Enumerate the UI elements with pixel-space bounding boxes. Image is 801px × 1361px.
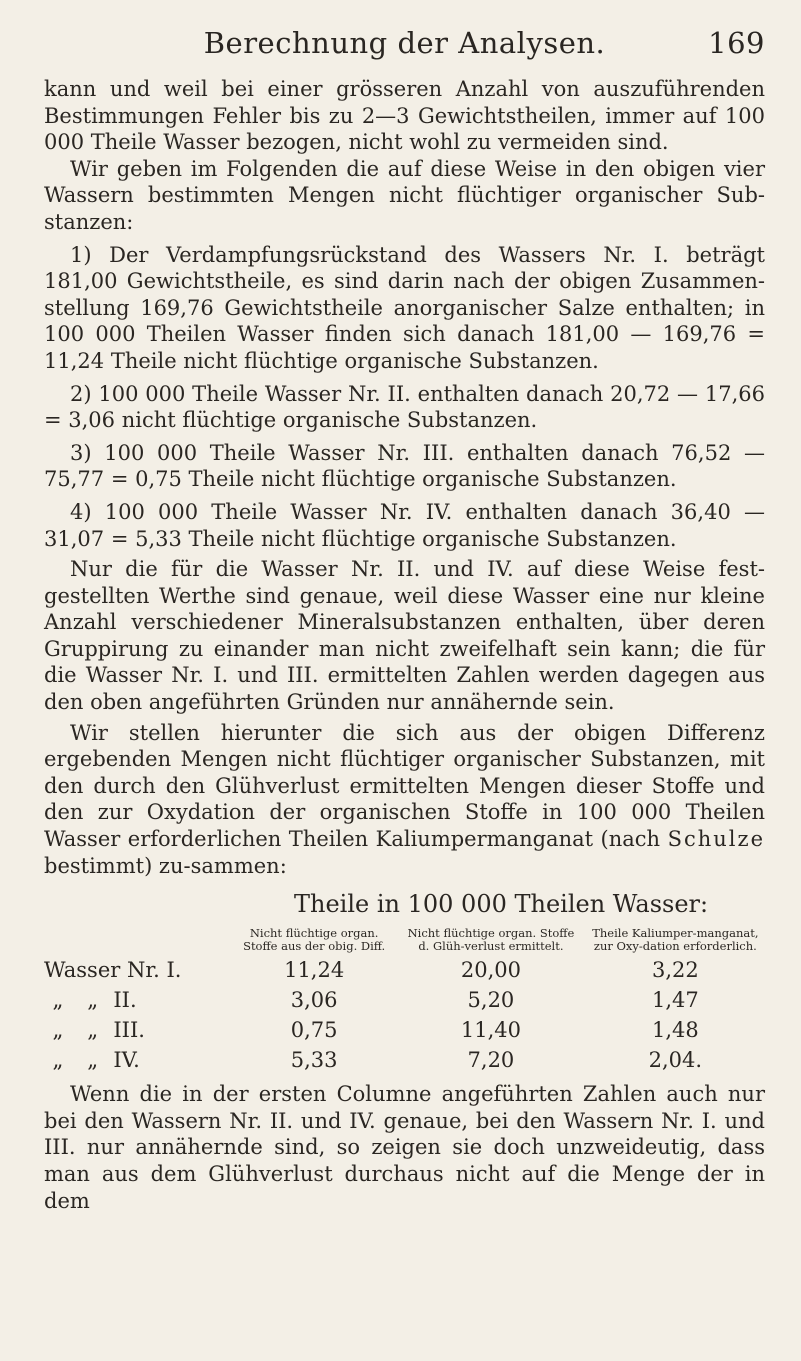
text-line: Wenn die in der ersten Columne angeführten Zahlen auch nur bbox=[70, 1082, 765, 1107]
label-roman: I. bbox=[166, 958, 182, 983]
cell-glowloss: 7,20 bbox=[467, 1048, 515, 1073]
text-line: 100 000 Theile Wasser bezogen, nicht wohl zu vermeiden sind. bbox=[44, 103, 765, 155]
cell-difference: 3,06 bbox=[290, 988, 338, 1013]
text-line: zu einander man nicht zweifelhaft sein kann; die für die Wasser Nr. I. bbox=[44, 636, 765, 688]
label-roman: II. bbox=[113, 988, 137, 1013]
text-line: 3) 100 000 Theile Wasser Nr. III. enthalten danach 76,52 — 75,77 bbox=[44, 440, 765, 492]
label-roman: IV. bbox=[113, 1048, 140, 1073]
paragraph-item-2 bbox=[44, 381, 765, 434]
text-line: 100 000 Theilen Wasser finden sich danach 181,00 — 169,76 = 11,24 bbox=[44, 322, 765, 373]
ditto-mark: „ bbox=[87, 988, 99, 1013]
text-line: = 0,75 Theile nicht flüchtige organische Substanzen. bbox=[110, 467, 677, 492]
results-table bbox=[44, 923, 769, 1075]
text-line: 4) 100 000 Theile Wasser Nr. IV. enthalten danach 36,40 — 31,07 bbox=[44, 499, 765, 551]
paragraph-table-intro bbox=[44, 720, 765, 880]
paragraph-continuation bbox=[44, 76, 765, 156]
cell-permanganate: 1,48 bbox=[651, 1018, 699, 1043]
label-nr: Nr. bbox=[127, 958, 160, 983]
text-line: Theile nicht flüchtige organische Substanzen. bbox=[110, 348, 599, 373]
text-line: und III. nur annähernde sind, so zeigen sie doch unzweideutig, dass bbox=[44, 1108, 765, 1160]
paragraph-item-1 bbox=[44, 242, 765, 375]
text-line: stellung 169,76 Gewichtstheile anorganischer Salze enthalten; in bbox=[44, 295, 765, 320]
body-text bbox=[44, 76, 765, 879]
text-line: gestellten Werthe sind genaue, weil diese Wasser eine nur kleine Anzahl bbox=[44, 583, 765, 635]
author-name: Schulze bbox=[667, 827, 765, 852]
paragraph-conclusion bbox=[44, 1081, 765, 1214]
cell-permanganate: 2,04. bbox=[648, 1048, 703, 1073]
text-line: verschiedener Mineralsubstanzen enthalten, über deren Gruppirung bbox=[44, 610, 765, 661]
table-row bbox=[44, 1045, 769, 1075]
text-line: = 3,06 nicht flüchtige organische Substanzen. bbox=[44, 408, 538, 433]
table-row bbox=[44, 1015, 769, 1045]
text-line: Wir geben im Folgenden die auf diese Weise in den obigen bbox=[70, 156, 716, 181]
text-line: und III. ermittelten Zahlen werden dagegen aus den oben angeführten bbox=[44, 663, 766, 715]
row-label bbox=[44, 1015, 228, 1045]
label-water: Wasser bbox=[44, 958, 121, 983]
row-label bbox=[44, 955, 228, 985]
cell-permanganate: 3,22 bbox=[651, 958, 699, 983]
text-run: Wir stellen hierunter die sich aus der obigen Differenz ergebenden Mengen nicht flüchtiger organischer Substanzen, mit den durch den Glühverlust ermittelten Mengen dieser Stoffe und den zur Oxydation der organischen Stoffe in 100 000 Theilen Wasser erforderlichen Theilen Kaliumpermanganat (nach bbox=[44, 720, 765, 852]
text-run: bestimmt) zu-sammen: bbox=[44, 853, 287, 878]
text-line: stanzen: bbox=[44, 209, 134, 234]
cell-difference: 11,24 bbox=[284, 958, 345, 983]
body-text-after-table bbox=[44, 1081, 765, 1214]
col-header-permanganate: Theile Kaliumper-manganat, zur Oxy-dation erforderlich. bbox=[592, 926, 759, 954]
text-line: 181,00 Gewichtstheile, es sind darin nach der obigen Zusammen- bbox=[44, 269, 765, 294]
text-line: man aus dem Glühverlust durchaus nicht auf die Menge der in dem bbox=[44, 1162, 765, 1213]
text-line: = 5,33 Theile nicht flüchtige organische Substanzen. bbox=[110, 526, 677, 551]
page-number: 169 bbox=[708, 26, 765, 60]
label-roman: III. bbox=[113, 1018, 145, 1043]
cell-glowloss: 20,00 bbox=[460, 958, 521, 983]
ditto-mark: „ bbox=[52, 988, 64, 1013]
col-header-glowloss: Nicht flüchtige organ. Stoffe d. Glüh-verlust ermittelt. bbox=[407, 926, 575, 954]
text-line: Nur die für die Wasser Nr. II. und IV. auf diese Weise fest- bbox=[70, 557, 765, 582]
running-title: Berechnung der Analysen. bbox=[203, 26, 606, 60]
text-line: Bestimmungen Fehler bis zu 2—3 Gewichtstheilen, immer auf bbox=[44, 103, 717, 128]
cell-difference: 0,75 bbox=[290, 1018, 338, 1043]
ditto-mark: „ bbox=[87, 1048, 99, 1073]
col-header-difference: Nicht flüchtige organ. Stoffe aus der obig. Diff. bbox=[243, 926, 386, 954]
row-label bbox=[44, 1045, 228, 1075]
row-label bbox=[44, 985, 228, 1015]
cell-permanganate: 1,47 bbox=[651, 988, 699, 1013]
table-header-row bbox=[44, 923, 769, 955]
paragraph-intro bbox=[44, 156, 765, 236]
text-line: 1) Der Verdampfungsrückstand des Wassers Nr. I. beträgt bbox=[70, 242, 765, 267]
text-line: Gründen nur annähernde sein. bbox=[286, 690, 615, 715]
cell-glowloss: 11,40 bbox=[460, 1018, 521, 1043]
paragraph-item-3 bbox=[44, 440, 765, 493]
ditto-mark: „ bbox=[52, 1048, 64, 1073]
table-row bbox=[44, 955, 769, 985]
table-title: Theile in 100 000 Theilen Wasser: bbox=[294, 890, 709, 919]
text-line: 2) 100 000 Theile Wasser Nr. II. enthalten danach 20,72 — 17,66 bbox=[70, 381, 765, 406]
table-row bbox=[44, 985, 769, 1015]
text-line: vier Wassern bestimmten Mengen nicht flüchtiger organischer Sub- bbox=[44, 156, 765, 208]
paragraph-accuracy bbox=[44, 556, 765, 716]
header-spacer bbox=[44, 923, 228, 955]
running-header bbox=[44, 18, 765, 76]
ditto-mark: „ bbox=[52, 1018, 64, 1043]
cell-glowloss: 5,20 bbox=[467, 988, 515, 1013]
text-line: kann und weil bei einer grösseren Anzahl von auszuführenden bbox=[44, 77, 765, 101]
text-line: bei den Wassern Nr. II. und IV. genaue, bei den Wassern Nr. I. bbox=[44, 1108, 717, 1133]
ditto-mark: „ bbox=[87, 1018, 99, 1043]
paragraph-item-4 bbox=[44, 499, 765, 552]
cell-difference: 5,33 bbox=[290, 1048, 338, 1073]
